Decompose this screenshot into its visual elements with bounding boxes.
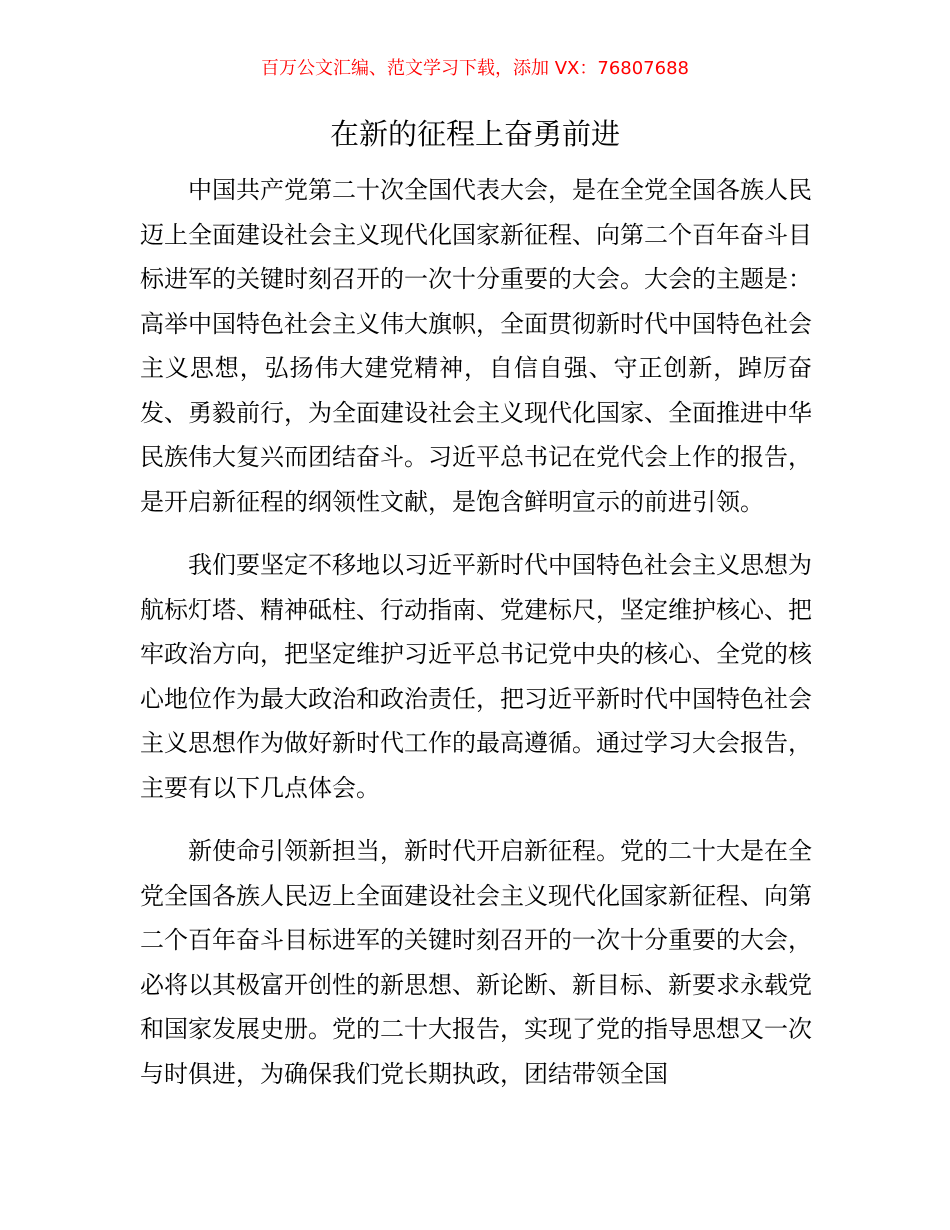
paragraph-3: 新使命引领新担当，新时代开启新征程。党的二十大是在全党全国各族人民迈上全面建设社会主义现代化国家新征程、向第二个百年奋斗目标进军的关键时刻召开的一次十分重要的大会，必将以其极富开创性的新思想、新论断、新目标、新要求永载党和国家发展史册。党的二十大报告，实现了党的指导思想又一次与时俱进，为确保我们党长期执政，团结带领全国 (140, 837, 812, 1088)
document-title: 在新的征程上奋勇前进 (329, 117, 620, 151)
paragraph-1: 中国共产党第二十次全国代表大会，是在全党全国各族人民迈上全面建设社会主义现代化国家新征程、向第二个百年奋斗目标进军的关键时刻召开的一次十分重要的大会。大会的主题是：高举中国特色社会主义伟大旗帜，全面贯彻新时代中国特色社会主义思想，弘扬伟大建党精神，自信自强、守正创新，踔厉奋发、勇毅前行，为全面建设社会主义现代化国家、全面推进中华民族伟大复兴而团结奋斗。习近平总书记在党代会上作的报告，是开启新征程的纲领性文献，是饱含鲜明宣示的前进引领。 (140, 176, 812, 516)
paragraph-2: 我们要坚定不移地以习近平新时代中国特色社会主义思想为航标灯塔、精神砥柱、行动指南、党建标尺，坚定维护核心、把牢政治方向，把坚定维护习近平总书记党中央的核心、全党的核心地位作为最大政治和政治责任，把习近平新时代中国特色社会主义思想作为做好新时代工作的最高遵循。通过学习大会报告，主要有以下几点体会。 (140, 551, 812, 802)
watermark-banner: 百万公文汇编、范文学习下载，添加 VX：76807688 (261, 58, 689, 79)
document-body (140, 168, 812, 1096)
